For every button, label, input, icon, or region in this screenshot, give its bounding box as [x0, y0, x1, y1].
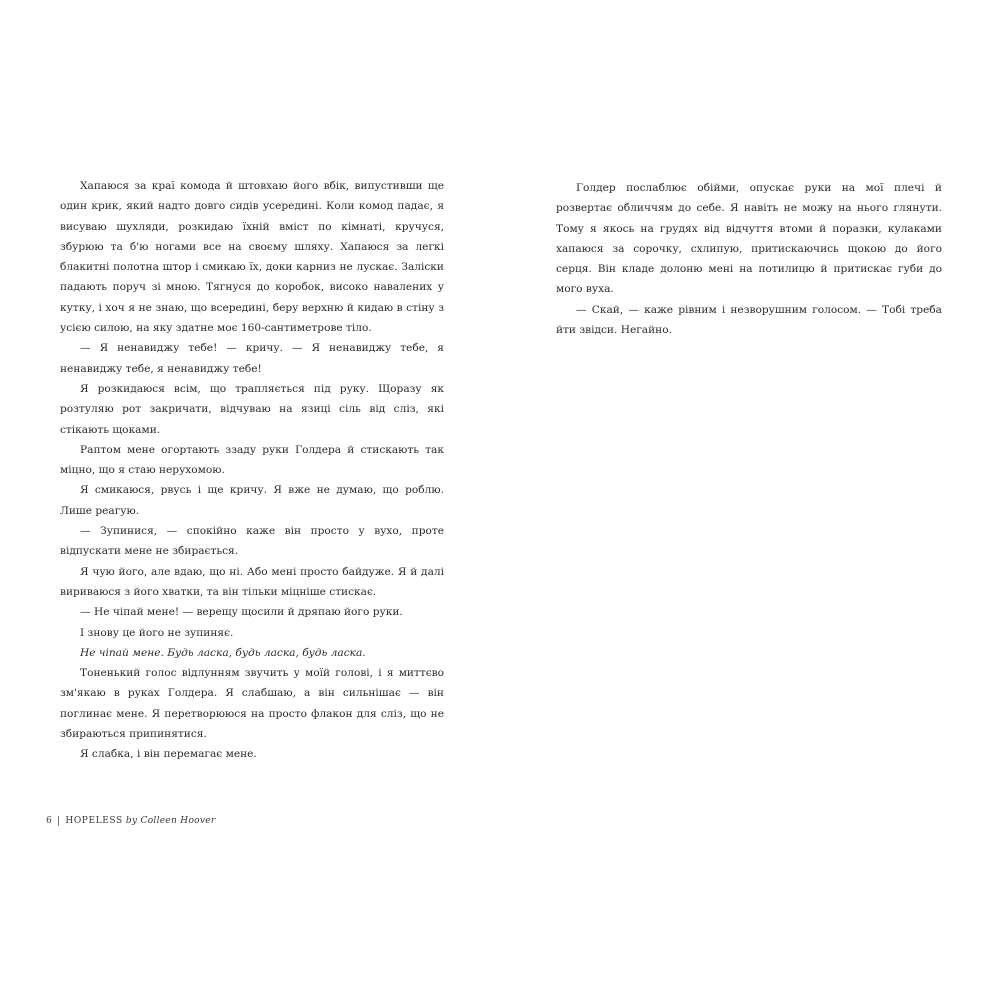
paragraph: Хапаюся за краї комода й штовхаю його вбік, випустивши ще один крик, який надто довго сидів усередині. Коли комод падає, я висуваю шухляди, розкидаю їхній вміст по кімнаті, кручуся, збурюю та б'ю ногами все на своєму шляху. Хапаюся за легкі блакитні полотна штор і смикаю їх, доки карниз не лускає. Заліски падають поруч зі мною. Тягнуся до коробок, високо навалених у кутку, і хоч я не знаю, що всередині, беру верхню й кидаю в стіну з усією силою, на яку здатне моє 160-сантиметрове тіло. [60, 180, 444, 335]
paragraph: І знову це його не зупиняє. [80, 626, 234, 639]
right-page-text [556, 178, 942, 340]
page-footer [46, 816, 216, 826]
paragraph: Я слабка, і він перемагає мене. [80, 748, 257, 761]
paragraph: — Скай, — каже рівним і незворушним голосом. — Тобі треба йти звідси. Негайно. [556, 303, 942, 337]
paragraph: Голдер послаблює обійми, опускає руки на мої плечі й розвертає обличчям до себе. Я навіть не можу на нього глянути. Тому я якось на грудях від відчуття втоми й поразки, кулаками хапаюся за сорочку, схлипую, притискаючись щокою до його серця. Він кладе долоню мені на потилицю й притискає губи до мого вуха. [556, 182, 942, 296]
paragraph: Раптом мене огортають ззаду руки Голдера й стискають так міцно, що я стаю нерухомою. [60, 443, 444, 477]
paragraph: Я смикаюся, рвусь і ще кричу. Я вже не думаю, що роблю. Лише реагую. [60, 484, 444, 517]
paragraph: — Не чіпай мене! — верещу щосили й дряпаю його руки. [80, 606, 403, 619]
paragraph: Тоненький голос відлунням звучить у моїй голові, і я миттєво зм'якаю в руках Голдера. Я слабшаю, а він сильнішає — він поглинає мене. Я перетворююся на просто флакон для сліз, що не збираються припинятися. [60, 667, 444, 741]
paragraph: Я чую його, але вдаю, що ні. Або мені просто байдуже. Я й далі вириваюся з його хватки, та він тільки міцніше стискає. [60, 565, 444, 598]
footer-separator: | [57, 816, 61, 826]
left-page-text [60, 176, 444, 765]
book-author: by Colleen Hoover [125, 816, 216, 826]
right-page [500, 0, 1000, 1000]
book-title: HOPELESS [65, 816, 123, 826]
paragraph-italic: Не чіпай мене. Будь ласка, будь ласка, будь ласка. [80, 646, 366, 659]
paragraph: Я розкидаюся всім, що трапляється під руку. Щоразу як розтуляю рот закричати, відчуваю на язиці сіль від сліз, які стікають щоками. [60, 382, 444, 436]
paragraph: — Зупинися, — спокійно каже він просто у вухо, проте відпускати мене не збирається. [60, 525, 444, 558]
paragraph: — Я ненавиджу тебе! — кричу. — Я ненавиджу тебе, я ненавиджу тебе, я ненавиджу тебе! [60, 342, 444, 375]
page-number: 6 [46, 816, 53, 826]
